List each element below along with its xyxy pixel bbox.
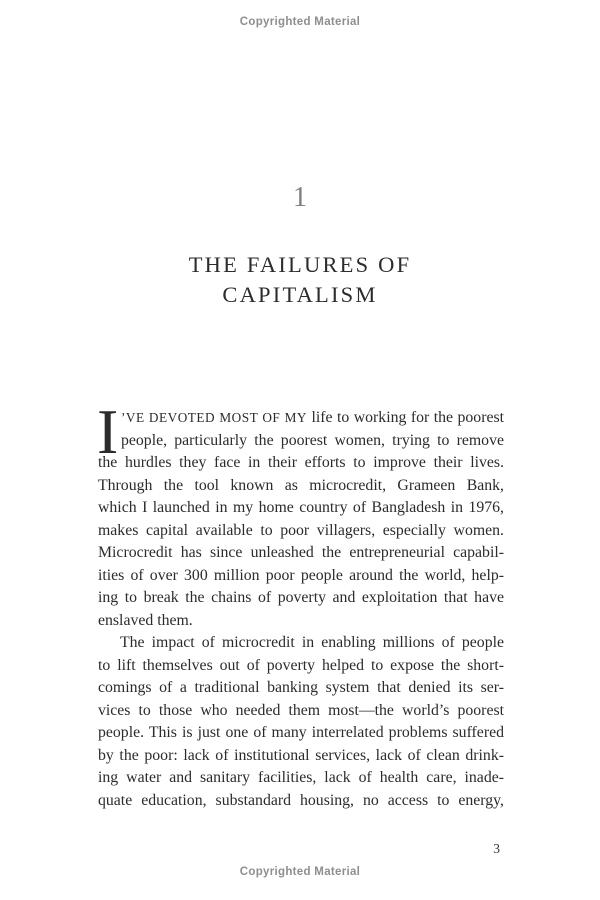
copyright-notice-bottom: Copyrighted Material <box>239 866 361 878</box>
body-line: by the poor: lack of institutional services, lack of clean drink- <box>98 746 504 764</box>
small-caps-lead: ’VE DEVOTED MOST OF MY <box>121 410 308 425</box>
body-line: makes capital available to poor villagers, especially women. <box>98 521 504 539</box>
body-line: ing water and sanitary facilities, lack of health care, inade- <box>98 769 504 786</box>
body-line: Microcredit has since unleashed the entrepreneurial capabil- <box>98 544 504 561</box>
body-line: ing to break the chains of poverty and exploitation that have <box>98 589 504 606</box>
body-line: enslaved them. <box>98 611 193 629</box>
chapter-number: 1 <box>293 182 307 213</box>
body-line: to lift themselves out of poverty helped to expose the short- <box>98 656 504 674</box>
body-line: the hurdles they face in their efforts to improve their lives. <box>98 454 504 471</box>
chapter-title-line1: THE FAILURES OF <box>188 252 412 277</box>
body-line <box>98 407 504 430</box>
copyright-notice-top: Copyrighted Material <box>239 16 361 28</box>
body-line: The impact of microcredit in enabling millions of people <box>120 634 504 651</box>
body-line: vices to those who needed them most—the world’s poorest <box>98 701 504 719</box>
body-line: comings of a traditional banking system that denied its ser- <box>98 679 504 696</box>
drop-cap: I <box>97 396 119 467</box>
chapter-title <box>0 250 600 310</box>
body-line: quate education, substandard housing, no access to energy, <box>98 791 504 809</box>
page-number: 3 <box>493 841 500 856</box>
chapter-title-line2: CAPITALISM <box>222 282 378 307</box>
body-text <box>97 396 505 812</box>
body-line: ities of over 300 million poor people around the world, help- <box>98 566 504 584</box>
body-line: Through the tool known as microcredit, Grameen Bank, <box>98 476 504 494</box>
body-line: which I launched in my home country of Bangladesh in 1976, <box>98 499 504 516</box>
body-line: people. This is just one of many interrelated problems suffered <box>98 724 504 741</box>
body-line-text: life to working for the poorest <box>307 409 505 426</box>
body-line: people, particularly the poorest women, trying to remove <box>121 431 504 449</box>
